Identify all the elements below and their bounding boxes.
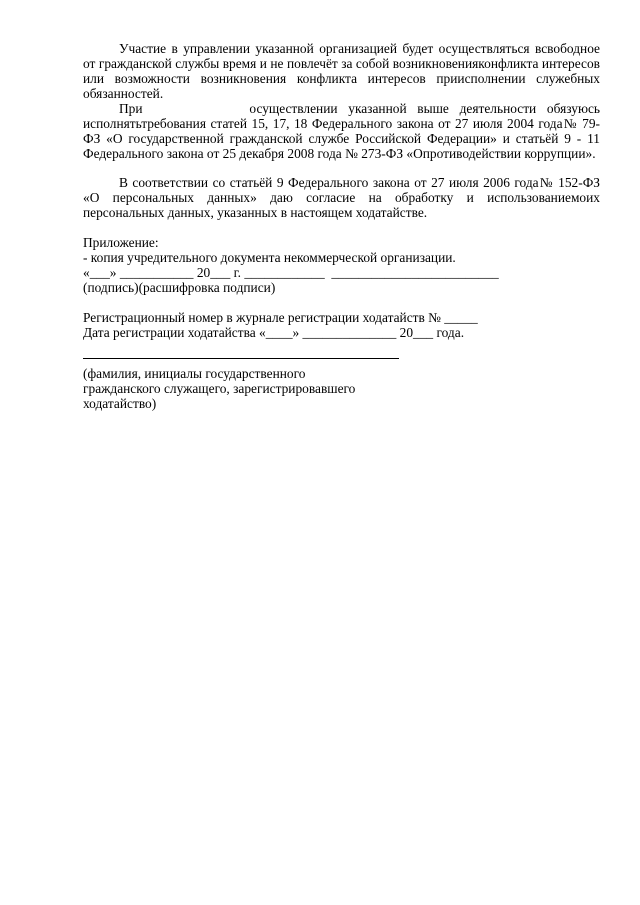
registrar-caption-line-1: (фамилия, инициалы государственного	[83, 366, 306, 381]
date-signature-line: «___» ___________ 20___ г. ____________ _________________________	[83, 265, 499, 280]
registration-number-line: Регистрационный номер в журнале регистрации ходатайств № _____	[83, 310, 478, 325]
signature-caption: (подпись)(расшифровка подписи)	[83, 280, 276, 295]
appendix-label: Приложение:	[83, 235, 159, 250]
paragraph-personal-data-consent: В соответствии со статьёй 9 Федерального закона от 27 июля 2006 года№ 152-ФЗ «О персональных данных» даю согласие на обработку и использованиемоих персональных данных, указанных в настоящем ходатайстве.	[83, 175, 600, 220]
registrar-caption-line-3: ходатайство)	[83, 396, 157, 411]
appendix-item: - копия учредительного документа некоммерческой организации.	[83, 250, 456, 265]
paragraph-participation: Участие в управлении указанной организацией будет осуществляться всвободное от гражданской службы время и не повлечёт за собой возникновенияконфликта интересов или возможности возникновения конфликта интересов приисполнении служебных обязанностей.	[83, 41, 600, 101]
registrar-caption-line-2: гражданского служащего, зарегистрировавшего	[83, 381, 356, 396]
registration-date-line: Дата регистрации ходатайства «____» ______________ 20___ года.	[83, 325, 465, 340]
registrar-signature-rule	[83, 358, 399, 359]
paragraph-obligation: При осуществлении указанной выше деятельности обязуюсь исполнятьтребования статей 15, 17, 18 Федерального закона от 27 июля 2004 года№ 79-ФЗ «О государственной гражданской службе Российской Федерации» и статьёй 9 - 11 Федерального закона от 25 декабря 2008 года № 273-ФЗ «Опротиводействии коррупции».	[83, 101, 604, 161]
